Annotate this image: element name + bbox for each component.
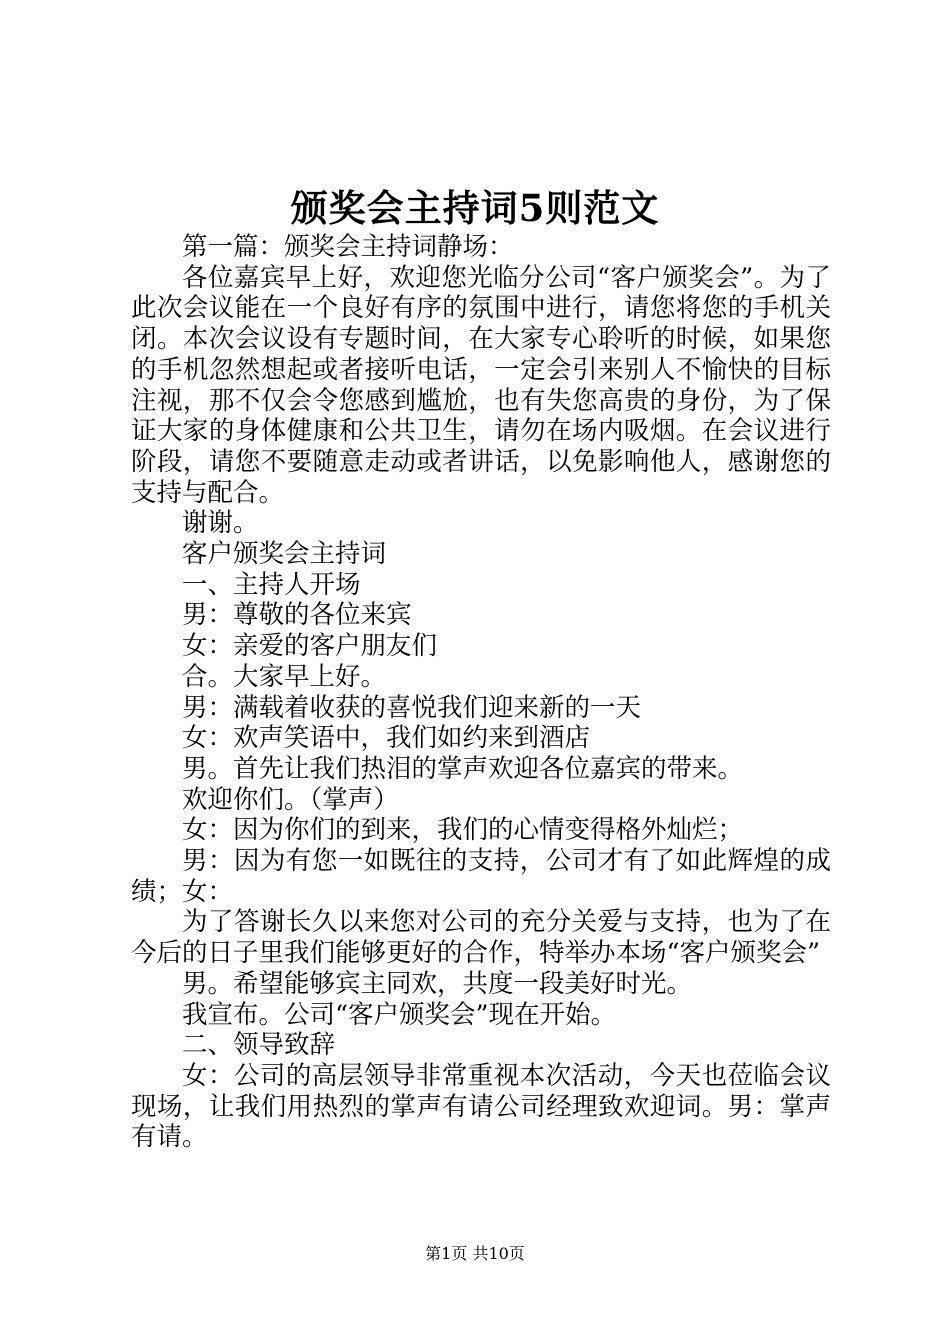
paragraph: 女：公司的高层领导非常重视本次活动，今天也莅临会议现场，让我们用热烈的掌声有请公司经理致欢迎词。男：掌声有请。 <box>131 1060 831 1153</box>
paragraph: 男：因为有您一如既往的支持，公司才有了如此辉煌的成绩；女： <box>131 846 831 907</box>
paragraph: 一、主持人开场 <box>182 569 361 600</box>
paragraph: 第一篇：颁奖会主持词静场： <box>182 232 514 262</box>
paragraph: 为了答谢长久以来您对公司的充分关爱与支持，也为了在今后的日子里我们能够更好的合作，特举办本场“客户颁奖会” <box>131 907 831 969</box>
paragraph: 男。希望能够宾主同欢，共度一段美好时光。 <box>182 968 693 999</box>
paragraph: 各位嘉宾早上好，欢迎您光临分公司“客户颁奖会”。为了此次会议能在一个良好有序的氛围中进行，请您将您的手机关闭。本次会议设有专题时间，在大家专心聆听的时候，如果您的手机忽然想起或者接听电话，一定会引来别人不愉快的目标注视，那不仅会令您感到尴尬，也有失您高贵的身份，为了保证大家的身体健康和公共卫生，请勿在场内吸烟。在会议进行阶段，请您不要随意走动或者讲话，以免影响他人，感谢您的支持与配合。 <box>131 262 831 508</box>
paragraph: 女：亲爱的客户朋友们 <box>182 631 438 662</box>
document-body <box>131 232 831 1153</box>
paragraph: 女：欢声笑语中，我们如约来到酒店 <box>182 723 591 754</box>
paragraph: 客户颁奖会主持词 <box>182 539 387 570</box>
paragraph: 二、领导致辞 <box>182 1030 336 1061</box>
paragraph: 男。首先让我们热泪的掌声欢迎各位嘉宾的带来。 <box>182 753 744 784</box>
page-footer: 第1页 共10页 <box>425 1244 525 1263</box>
document-title: 颁奖会主持词5则范文 <box>290 186 660 230</box>
paragraph: 我宣布。公司“客户颁奖会”现在开始。 <box>182 999 617 1030</box>
paragraph: 谢谢。 <box>182 508 259 539</box>
paragraph: 欢迎你们。（掌声） <box>182 784 399 815</box>
paragraph: 合。大家早上好。 <box>182 661 387 692</box>
paragraph: 男：满载着收获的喜悦我们迎来新的一天 <box>182 692 642 723</box>
paragraph: 男：尊敬的各位来宾 <box>182 600 412 631</box>
paragraph: 女：因为你们的到来，我们的心情变得格外灿烂； <box>182 815 744 846</box>
